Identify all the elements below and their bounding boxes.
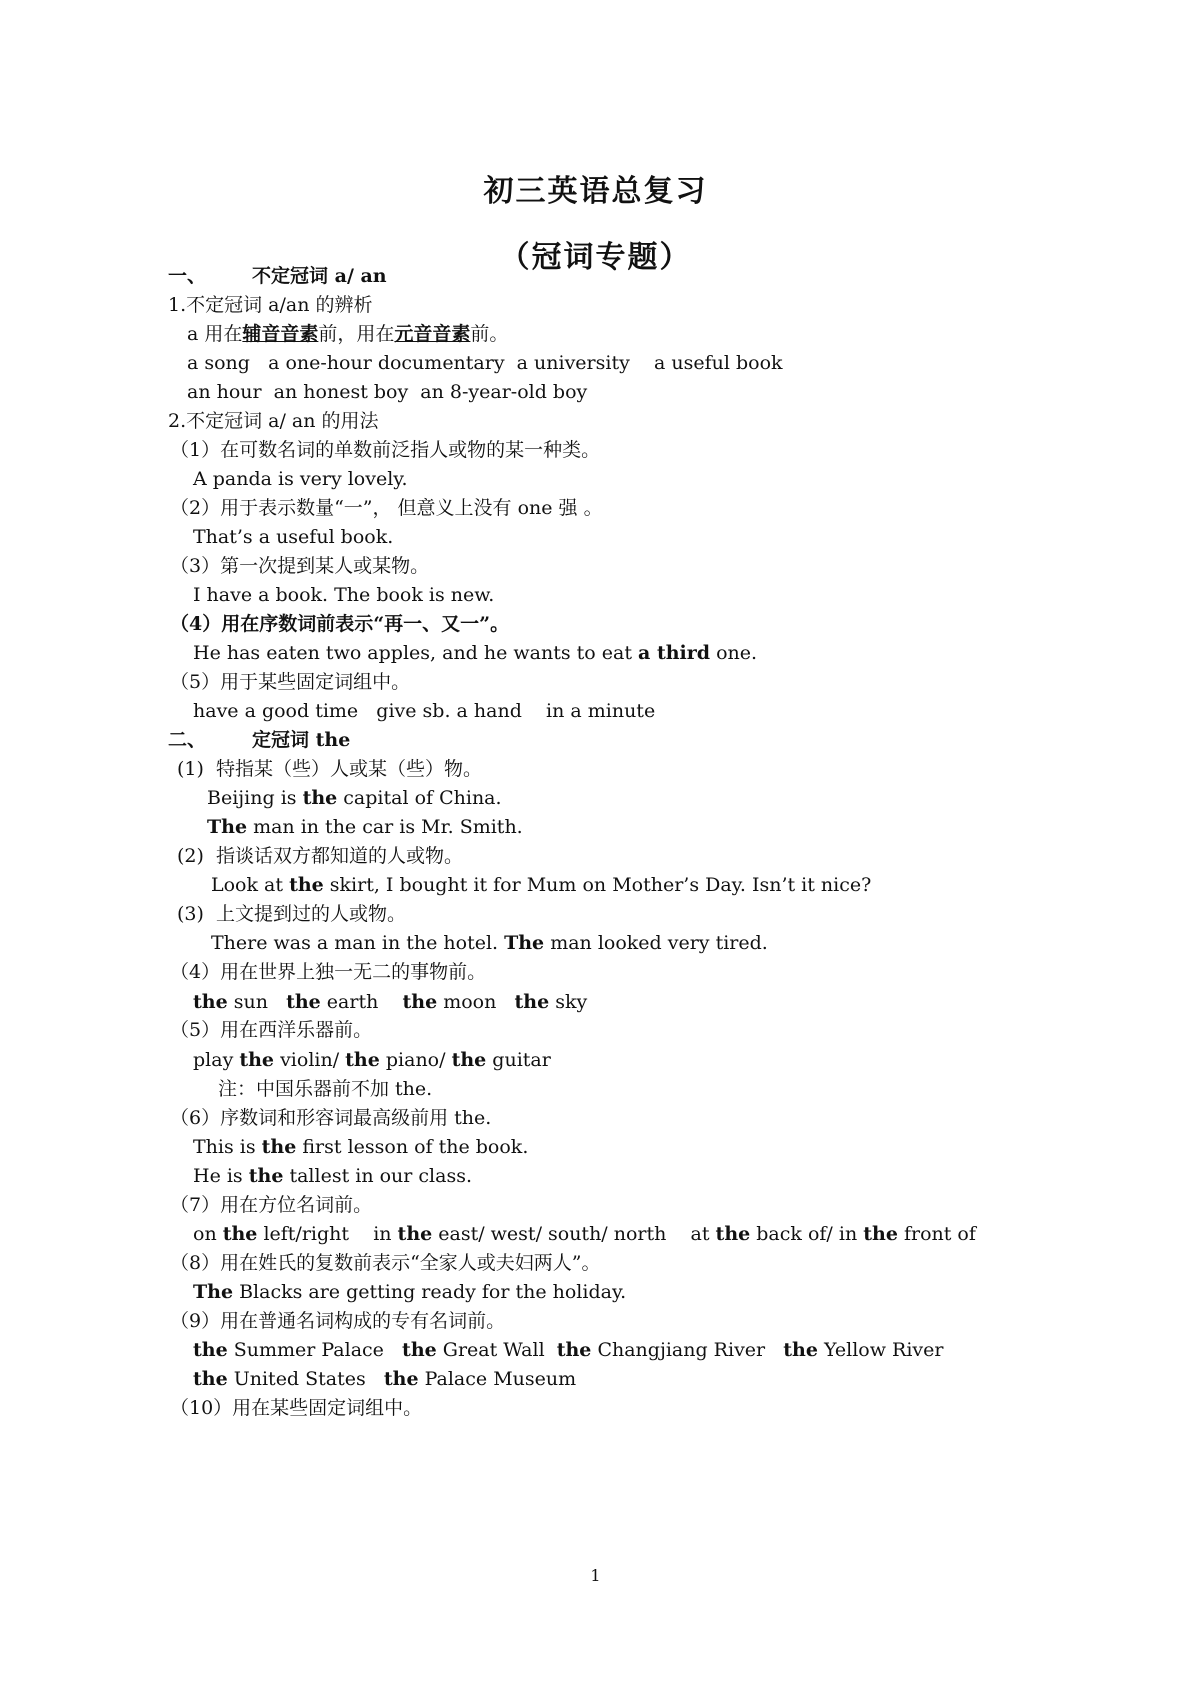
s1-usage-2-example: That’s a useful book.: [193, 526, 394, 548]
s2-item-1-example-1: Beijing is the capital of China.: [207, 787, 502, 809]
s2-item-8-example: The Blacks are getting ready for the holiday.: [193, 1281, 627, 1303]
s2-item-2-example: Look at the skirt, I bought it for Mum on Mother’s Day. Isn’t it nice?: [211, 874, 872, 896]
s2-item-6-example-2: He is the tallest in our class.: [193, 1165, 472, 1187]
s2-item-5-note: 注：中国乐器前不加 the.: [218, 1078, 433, 1100]
s2-item-3: (3) 上文提到过的人或物。: [177, 903, 406, 925]
s2-item-8: （8）用在姓氏的复数前表示“全家人或夫妇两人”。: [170, 1252, 601, 1274]
page-number: 1: [590, 1566, 601, 1585]
s2-item-7: （7）用在方位名词前。: [170, 1194, 373, 1216]
s2-item-5: （5）用在西洋乐器前。: [170, 1019, 373, 1041]
s1-part1-title: 1.不定冠词 a/an 的辨析: [168, 294, 373, 316]
s1-usage-1: （1）在可数名词的单数前泛指人或物的某一种类。: [170, 439, 601, 461]
s1-usage-1-example: A panda is very lovely.: [193, 468, 408, 490]
s2-item-9: （9）用在普通名词构成的专有名词前。: [170, 1310, 506, 1332]
s2-item-5-example: play the violin/ the piano/ the guitar: [193, 1049, 551, 1071]
s1-usage-2: （2）用于表示数量“一”， 但意义上没有 one 强 。: [170, 497, 603, 519]
s2-item-6: （6）序数词和形容词最高级前用 the.: [170, 1107, 492, 1129]
s1-example-an: an hour an honest boy an 8-year-old boy: [187, 381, 588, 403]
s2-item-1-example-2: The man in the car is Mr. Smith.: [207, 816, 523, 838]
s1-usage-3-example: I have a book. The book is new.: [193, 584, 495, 606]
vowel-sound-term: 元音音素: [394, 323, 471, 345]
s1-usage-4: （4）用在序数词前表示“再一、又一”。: [170, 613, 510, 635]
page-subtitle: （冠词专题）: [499, 240, 692, 275]
s2-item-1: (1) 特指某（些）人或某（些）物。: [177, 758, 482, 780]
section-1-heading: 一、 不定冠词 a/ an: [168, 265, 387, 287]
s1-usage-5: （5）用于某些固定词组中。: [170, 671, 411, 693]
s2-item-3-example: There was a man in the hotel. The man looked very tired.: [211, 932, 768, 954]
s1-usage-3: （3）第一次提到某人或某物。: [170, 555, 430, 577]
consonant-sound-term: 辅音音素: [242, 323, 319, 345]
page-title: 初三英语总复习: [483, 174, 708, 209]
s2-item-4-example: the sun the earth the moon the sky: [193, 991, 588, 1013]
s2-item-10: （10）用在某些固定词组中。: [170, 1397, 423, 1419]
section-2-heading: 二、 定冠词 the: [168, 729, 351, 751]
s1-example-a: a song a one-hour documentary a university a useful book: [187, 352, 783, 374]
s2-item-9-example-1: the Summer Palace the Great Wall the Changjiang River the Yellow River: [193, 1339, 944, 1361]
s2-item-6-example-1: This is the first lesson of the book.: [193, 1136, 529, 1158]
s2-item-7-example: on the left/right in the east/ west/ south/ north at the back of/ in the front of: [193, 1223, 976, 1245]
s2-item-4: （4）用在世界上独一无二的事物前。: [170, 961, 487, 983]
s1-usage-4-example: He has eaten two apples, and he wants to eat a third one.: [193, 642, 758, 664]
s2-item-9-example-2: the United States the Palace Museum: [193, 1368, 577, 1390]
s2-item-2: (2) 指谈话双方都知道的人或物。: [177, 845, 463, 867]
s1-rule-line: a 用在辅音音素前，用在元音音素前。: [187, 323, 509, 345]
s1-part2-title: 2.不定冠词 a/ an 的用法: [168, 410, 379, 432]
s1-usage-5-example: have a good time give sb. a hand in a minute: [193, 700, 656, 722]
